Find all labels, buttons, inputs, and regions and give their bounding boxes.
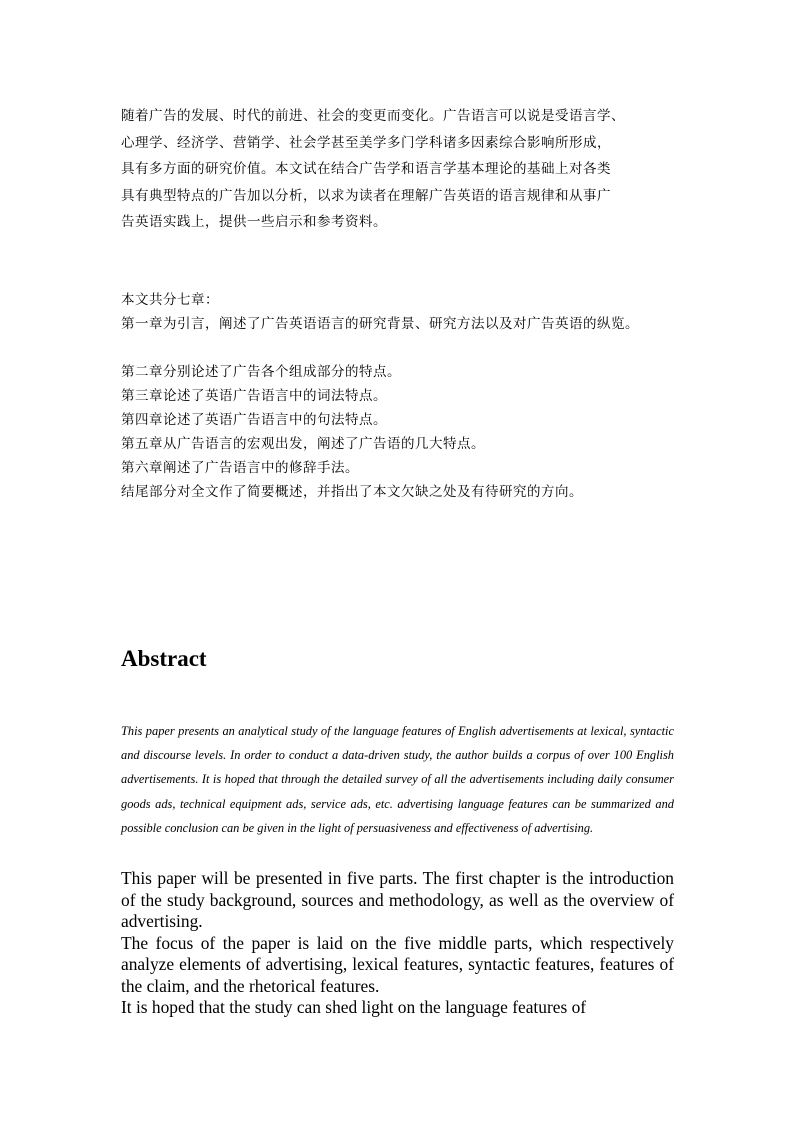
chapter-item: 第二章分别论述了广告各个组成部分的特点。 bbox=[121, 364, 401, 380]
abstract-italic-paragraph: This paper presents an analytical study of the language features of English advertisements at lexical, syntactic and discourse levels. In order to conduct a data-driven study, the author builds a corpus of over 100 English advertisements. It is hoped that through the detailed survey of all the advertisements including daily consumer goods ads, technical equipment ads, service ads, etc. advertising language features can be summarized and possible conclusion can be given in the light of persuasiveness and effectiveness of advertising. bbox=[121, 724, 674, 835]
abstract-paragraph: This paper will be presented in five parts. The first chapter is the introduction of the study background, sources and methodology, as well as the overview of advertising. bbox=[121, 868, 674, 931]
chapter-outline bbox=[121, 288, 676, 504]
chapter-item: 第四章论述了英语广告语言中的句法特点。 bbox=[121, 412, 387, 428]
abstract-paragraph: The focus of the paper is laid on the five middle parts, which respectively analyze elements of advertising, lexical features, syntactic features, features of the claim, and the rhetorical features. bbox=[121, 932, 674, 996]
chinese-intro-paragraph bbox=[121, 103, 676, 236]
chapter-item: 第六章阐述了广告语言中的修辞手法。 bbox=[121, 460, 359, 476]
intro-line: 随着广告的发展、时代的前进、社会的变更而变化。广告语言可以说是受语言学、 bbox=[121, 108, 625, 124]
abstract-paragraph: It is hoped that the study can shed light on the language features of bbox=[121, 997, 587, 1017]
chapter-item: 第一章为引言，阐述了广告英语语言的研究背景、研究方法以及对广告英语的纵览。 bbox=[121, 316, 639, 332]
intro-line: 具有典型特点的广告加以分析，以求为读者在理解广告英语的语言规律和从事广 bbox=[121, 187, 611, 204]
abstract-body bbox=[121, 868, 674, 1019]
intro-line: 心理学、经济学、营销学、社会学甚至美学多门学科诸多因素综合影响所形成， bbox=[121, 134, 611, 151]
abstract-title: Abstract bbox=[121, 646, 207, 671]
intro-line: 具有多方面的研究价值。本文试在结合广告学和语言学基本理论的基础上对各类 bbox=[121, 161, 611, 178]
chapter-item: 第三章论述了英语广告语言中的词法特点。 bbox=[121, 388, 387, 404]
intro-line: 告英语实践上，提供一些启示和参考资料。 bbox=[121, 214, 387, 231]
chapter-item: 结尾部分对全文作了简要概述，并指出了本文欠缺之处及有待研究的方向。 bbox=[121, 484, 583, 500]
chapter-item: 第五章从广告语言的宏观出发，阐述了广告语的几大特点。 bbox=[121, 436, 485, 452]
chapters-heading: 本文共分七章： bbox=[121, 292, 219, 308]
